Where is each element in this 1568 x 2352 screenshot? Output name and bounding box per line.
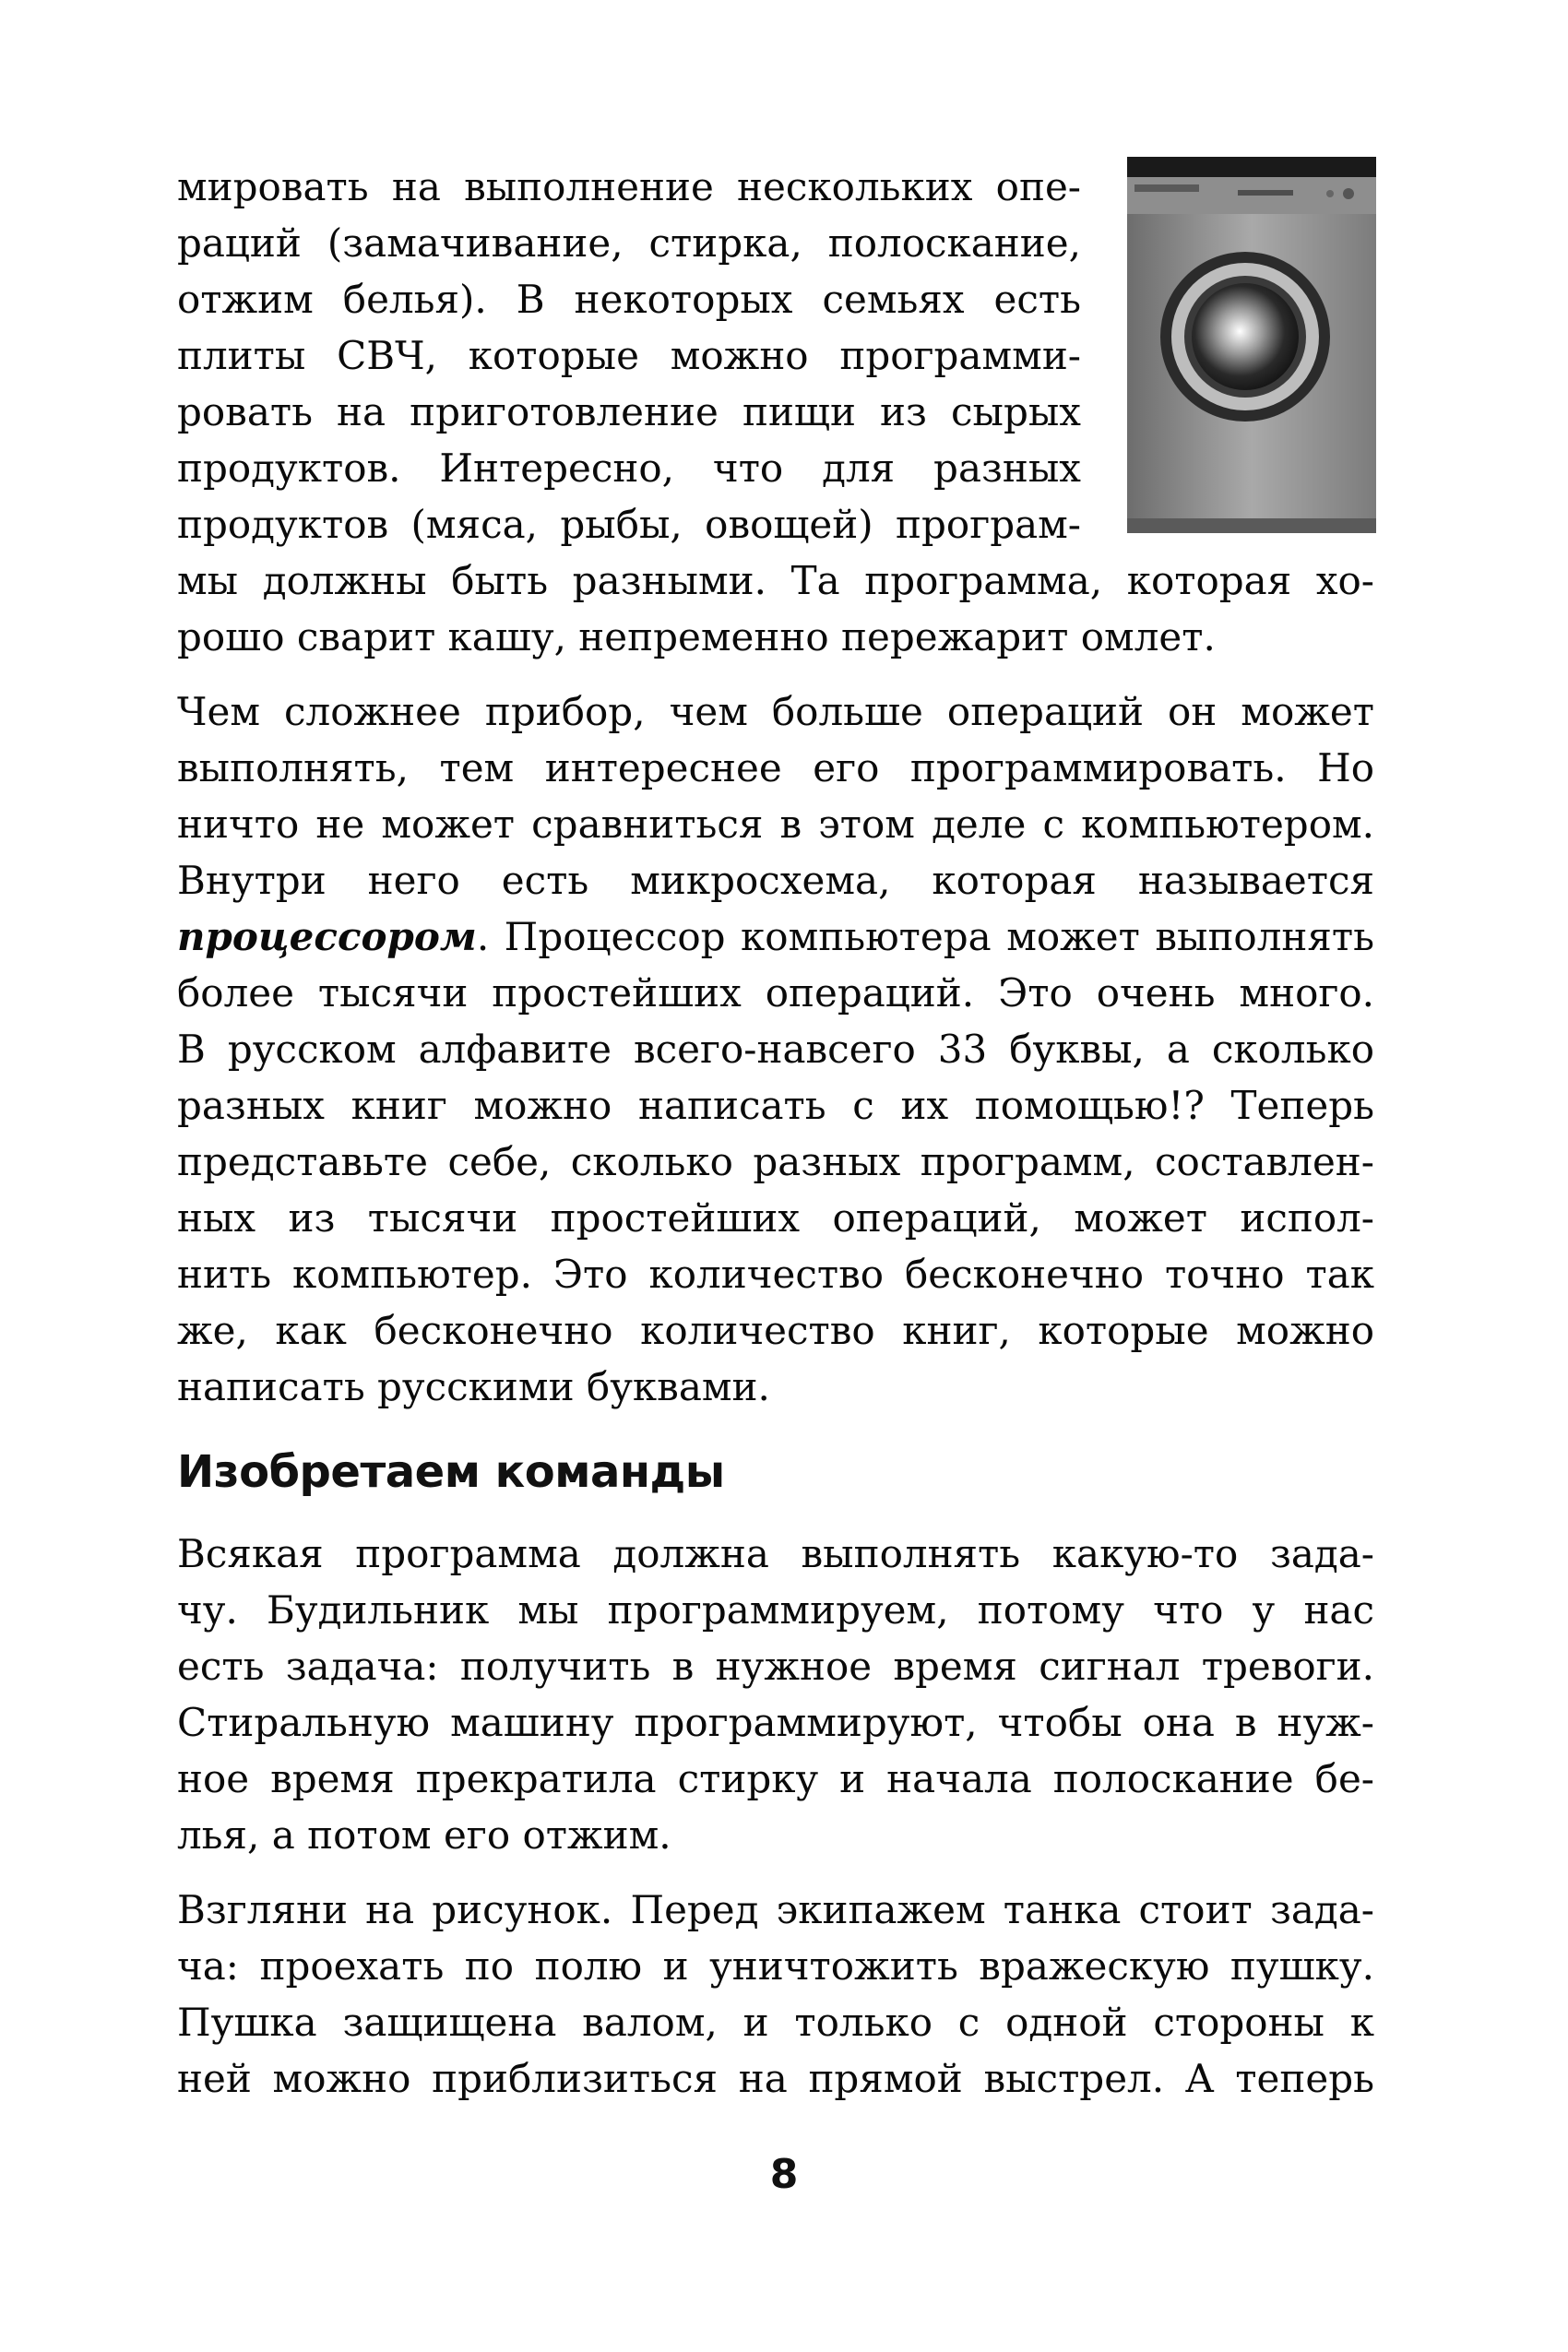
text-line: лья, а потом его отжим. bbox=[177, 1812, 671, 1858]
page-number: 8 bbox=[769, 2151, 799, 2198]
text-line: Взгляни на рисунок. Перед экипажем танка стоит зада- bbox=[177, 1887, 1374, 1932]
text-line-with-term bbox=[177, 909, 1374, 965]
text-line: Пушка защищена валом, и только с одной стороны к bbox=[177, 2000, 1374, 2045]
text-line: разных книг можно написать с их помощью!? Теперь bbox=[177, 1083, 1374, 1128]
text-line: представьте себе, сколько разных программ, составлен- bbox=[177, 1139, 1374, 1184]
text-line: ных из тысячи простейших операций, может испол- bbox=[177, 1195, 1374, 1241]
text-line: написать русскими буквами. bbox=[177, 1364, 770, 1409]
text-line: чу. Будильник мы программируем, потому что у нас bbox=[177, 1587, 1374, 1633]
text-line: нить компьютер. Это количество бесконечно точно так bbox=[177, 1252, 1374, 1297]
text-line: раций (замачивание, стирка, полоскание, bbox=[177, 220, 1081, 266]
text-line: рошо сварит кашу, непременно пережарит омлет. bbox=[177, 614, 1216, 659]
paragraph-4 bbox=[177, 1882, 1374, 2107]
section-heading: Изобретаем команды bbox=[177, 1446, 725, 1498]
text-line: мы должны быть разными. Та программа, которая хо- bbox=[177, 558, 1374, 603]
paragraph-2 bbox=[177, 683, 1374, 1415]
text-line: Чем сложнее прибор, чем больше операций он может bbox=[177, 689, 1374, 734]
text-line: ней можно приблизиться на прямой выстрел. А теперь bbox=[177, 2056, 1374, 2101]
text-line: Всякая программа должна выполнять какую-то зада- bbox=[177, 1531, 1374, 1576]
text-column bbox=[177, 159, 1374, 2107]
text-line: В русском алфавите всего-навсего 33 буквы, а сколько bbox=[177, 1027, 1374, 1072]
text-line: ровать на приготовление пищи из сырых bbox=[177, 389, 1081, 434]
text-line: ничто не может сравниться в этом деле с компьютером. bbox=[177, 802, 1374, 847]
text-line: Стиральную машину программируют, чтобы она в нуж- bbox=[177, 1700, 1374, 1745]
text-line: же, как бесконечно количество книг, которые можно bbox=[177, 1308, 1374, 1353]
text-line: отжим белья). В некоторых семьях есть bbox=[177, 277, 1081, 322]
paragraph-1 bbox=[177, 159, 1374, 665]
text-line: Внутри него есть микросхема, которая называется bbox=[177, 858, 1374, 903]
text-line: мировать на выполнение нескольких опе- bbox=[177, 164, 1081, 209]
term-tail: . Процессор компьютера может выполнять bbox=[476, 914, 1374, 959]
term-processor: процессором bbox=[177, 914, 477, 959]
text-line: есть задача: получить в нужное время сигнал тревоги. bbox=[177, 1644, 1374, 1689]
paragraph-3 bbox=[177, 1526, 1374, 1863]
text-line: продуктов (мяса, рыбы, овощей) програм- bbox=[177, 502, 1081, 547]
text-line: более тысячи простейших операций. Это очень много. bbox=[177, 970, 1374, 1016]
text-line: ное время прекратила стирку и начала полоскание бе- bbox=[177, 1756, 1374, 1801]
text-line: выполнять, тем интереснее его программировать. Но bbox=[177, 745, 1374, 790]
text-line: плиты СВЧ, которые можно программи- bbox=[177, 333, 1081, 378]
text-line: ча: проехать по полю и уничтожить вражескую пушку. bbox=[177, 1943, 1374, 1989]
text-line: продуктов. Интересно, что для разных bbox=[177, 445, 1081, 491]
